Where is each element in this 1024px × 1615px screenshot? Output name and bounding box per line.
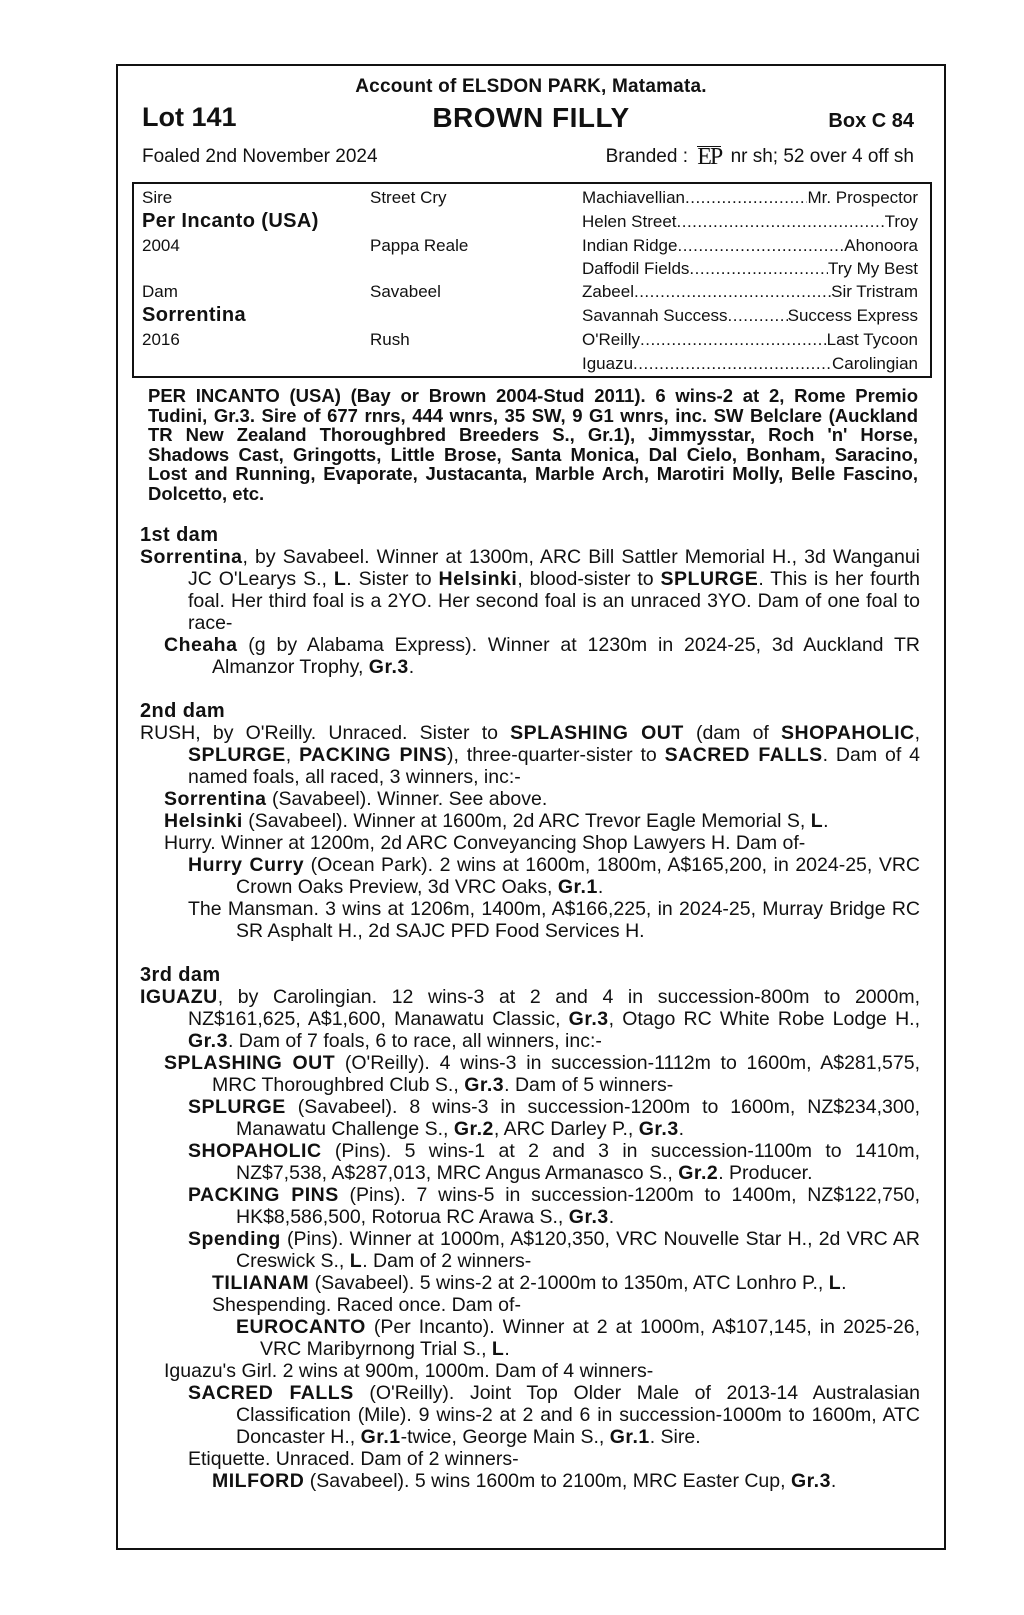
ancestor-left: Zabeel: [582, 282, 634, 301]
listed-tag: L: [333, 568, 347, 590]
horse-name: Helsinki: [164, 810, 243, 832]
group-tag: Gr.3: [568, 1206, 609, 1228]
group-tag: Gr.2: [678, 1162, 719, 1184]
ancestor-row: [582, 306, 918, 326]
horse-name: IGUAZU: [140, 986, 218, 1008]
text: (g by Alabama Express). Winner at 1230m in 2024-25, 3d Auckland TR Almanzor Trophy,: [212, 634, 920, 678]
dam-label: Dam: [142, 282, 178, 301]
dam-paragraph: [140, 722, 920, 788]
ancestor-left: Daffodil Fields: [582, 259, 690, 278]
sire-summary: PER INCANTO (USA) (Bay or Brown 2004-Stud 2011). 6 wins-2 at 2, Rome Premio Tudini, Gr.3. Sire of 677 rnrs, 444 wnrs, 35 SW, 9 G1 wnrs, inc. SW Belclare (Auckland TR New Zealand Thoroughbred Breeders S., Gr.1), Jimmysstar, Roch 'n' Horse, Shadows Cast, Gringotts, Little Brose, Santa Monica, Dal Cielo, Bonham, Saracino, Lost and Running, Evaporate, Justacanta, Marble Arch, Marotiri Molly, Belle Fascino, Dolcetto, etc.: [148, 385, 918, 504]
progeny-paragraph: [188, 1228, 920, 1272]
text: .: [678, 1118, 685, 1140]
brand-info: [606, 146, 914, 168]
horse-name: SHOPAHOLIC: [781, 722, 915, 744]
sire-label: Sire: [142, 188, 173, 207]
ancestor-left: O'Reilly: [582, 330, 641, 349]
horse-name: Spending: [188, 1228, 281, 1250]
text: , ARC Darley P.,: [493, 1118, 639, 1140]
text: (O'Reilly). Joint Top Older Male of 2013-14 Australasian Classification (Mile). 9 wins-2 at 2 and 6 in succession-1000m to 1600m, ATC Doncaster H.,: [236, 1382, 920, 1448]
text: , blood-sister to: [517, 568, 661, 590]
horse-name: SPLURGE: [660, 568, 759, 590]
ancestor-right: Last Tycoon: [826, 330, 918, 349]
text: (Savabeel). 8 wins-3 in succession-1200m to 1600m, NZ$234,300, Manawatu Challenge S.,: [236, 1096, 920, 1140]
text: . Dam of 2 winners-: [362, 1250, 532, 1272]
ancestor-right: Try My Best: [827, 259, 918, 278]
ancestor-row: [582, 188, 918, 208]
third-dam-section: [140, 964, 920, 1492]
text: (Savabeel). 5 wins-2 at 2-1000m to 1350m, ATC Lonhro P.,: [309, 1272, 829, 1294]
group-tag: Gr.1: [360, 1426, 401, 1448]
listed-tag: L: [810, 810, 824, 832]
section-heading: 1st dam: [140, 524, 219, 546]
horse-name: SACRED FALLS: [188, 1382, 354, 1404]
text: (Savabeel). Winner. See above.: [266, 788, 548, 810]
progeny-paragraph: [212, 1470, 920, 1492]
dam-sire: Savabeel: [370, 282, 441, 301]
horse-name: EUROCANTO: [236, 1316, 366, 1338]
text: (Pins). 7 wins-5 in succession-1200m to 1400m, NZ$122,750, HK$8,586,500, Rotorua RC Arawa S.,: [236, 1184, 920, 1228]
second-dam-section: [140, 700, 920, 942]
text: . Sister to: [346, 568, 439, 590]
progeny-paragraph: Etiquette. Unraced. Dam of 2 winners-: [188, 1448, 519, 1470]
progeny-paragraph: [164, 1052, 920, 1096]
horse-name: SHOPAHOLIC: [188, 1140, 322, 1162]
group-tag: Gr.3: [368, 656, 409, 678]
ancestor-left: Helen Street: [582, 212, 677, 231]
ancestor-row: [582, 212, 918, 232]
text: . Dam of 5 winners-: [504, 1074, 674, 1096]
horse-name: SPLURGE: [188, 744, 286, 766]
progeny-paragraph: [164, 788, 920, 810]
horse-name: SPLASHING OUT: [164, 1052, 336, 1074]
text: (Pins). Winner at 1000m, A$120,350, VRC Nouvelle Star H., 2d VRC AR Creswick S.,: [236, 1228, 920, 1272]
text: -twice, George Main S.,: [400, 1426, 610, 1448]
ancestor-right: Mr. Prospector: [807, 188, 918, 207]
progeny-paragraph: The Mansman. 3 wins at 1206m, 1400m, A$166,225, in 2024-25, Murray Bridge RC SR Asphalt H., 2d SAJC PFD Food Services H.: [188, 898, 920, 942]
listed-tag: L: [349, 1250, 363, 1272]
section-heading: 3rd dam: [140, 964, 221, 986]
text: ,: [285, 744, 300, 766]
ancestor-row: [582, 354, 918, 374]
group-tag: Gr.3: [638, 1118, 679, 1140]
horse-name: SACRED FALLS: [664, 744, 823, 766]
ancestor-right: Sir Tristram: [831, 282, 918, 301]
text: , Otago RC White Robe Lodge H.,: [608, 1008, 920, 1030]
group-tag: Gr.1: [609, 1426, 650, 1448]
box-number: Box C 84: [828, 110, 914, 132]
text: , by Savabeel. Winner at 1300m, ARC Bill Sattler Memorial H., 3d Wanganui JC O'Learys S.,: [188, 546, 920, 590]
progeny-paragraph: [164, 634, 920, 678]
group-tag: Gr.3: [790, 1470, 831, 1492]
text: .: [597, 876, 604, 898]
text: , by Carolingian. 12 wins-3 at 2 and 4 in succession-800m to 2000m, NZ$161,625, A$1,600, Manawatu Classic,: [188, 986, 920, 1030]
progeny-paragraph: [164, 810, 920, 832]
progeny-paragraph: [188, 854, 920, 898]
progeny-paragraph: Iguazu's Girl. 2 wins at 900m, 1000m. Dam of 4 winners-: [164, 1360, 654, 1382]
sire-name: Per Incanto (USA): [142, 210, 319, 232]
ancestor-right: Ahonoora: [844, 236, 918, 255]
text: (Savabeel). 5 wins 1600m to 2100m, MRC Easter Cup,: [304, 1470, 791, 1492]
text: .: [841, 1272, 847, 1294]
ancestor-left: Machiavellian: [582, 188, 685, 207]
group-tag: Gr.3: [464, 1074, 505, 1096]
vendor-account: Account of ELSDON PARK, Matamata.: [355, 76, 707, 97]
first-dam-section: [140, 524, 920, 678]
sire-sire: Street Cry: [370, 188, 447, 207]
ancestor-right: Troy: [884, 212, 918, 231]
progeny-paragraph: [188, 1382, 920, 1448]
progeny-paragraph: [212, 1272, 920, 1294]
dam-paragraph: [140, 986, 920, 1052]
group-tag: Gr.3: [188, 1030, 228, 1052]
text: .: [504, 1338, 510, 1360]
progeny-paragraph: [236, 1316, 920, 1360]
text: .: [608, 1206, 615, 1228]
dam-dam: Rush: [370, 330, 410, 349]
text: . Dam of 4 named foals, all raced, 3 winners, inc:-: [188, 744, 921, 788]
horse-name: TILIANAM: [212, 1272, 310, 1294]
foaled-date: Foaled 2nd November 2024: [142, 146, 378, 167]
ancestor-right: Carolingian: [832, 354, 918, 373]
listed-tag: L: [828, 1272, 842, 1294]
text: (O'Reilly). 4 wins-3 in succession-1112m to 1600m, A$281,575, MRC Thoroughbred Club S.,: [212, 1052, 920, 1096]
progeny-paragraph: [188, 1184, 920, 1228]
text: .: [408, 656, 415, 678]
text: . Producer.: [718, 1162, 813, 1184]
sire-year: 2004: [142, 236, 180, 255]
ancestor-left: Indian Ridge: [582, 236, 678, 255]
horse-name: SPLURGE: [188, 1096, 286, 1118]
group-tag: Gr.1: [557, 876, 598, 898]
ancestor-row: [582, 236, 918, 256]
horse-name: PACKING PINS: [299, 744, 447, 766]
text: (Savabeel). Winner at 1600m, 2d ARC Trevor Eagle Memorial S,: [242, 810, 811, 832]
text: (Pins). 5 wins-1 at 2 and 3 in succession-1100m to 1410m, NZ$7,538, A$287,013, MRC Angus Armanasco S.,: [236, 1140, 920, 1184]
ancestor-row: [582, 330, 918, 350]
horse-name: Sorrentina: [140, 546, 243, 568]
text: .: [823, 810, 829, 832]
text: .: [830, 1470, 837, 1492]
section-heading: 2nd dam: [140, 700, 226, 722]
ancestor-left: Savannah Success: [582, 306, 728, 325]
text: . This is her fourth foal. Her third foal is a 2YO. Her second foal is an unraced 3YO. Dam of one foal to race-: [188, 568, 920, 634]
text: (dam of: [683, 722, 782, 744]
ancestor-row: [582, 282, 918, 302]
progeny-paragraph: Shespending. Raced once. Dam of-: [212, 1294, 521, 1316]
text: . Dam of 7 foals, 6 to race, all winners, inc:-: [227, 1030, 602, 1052]
horse-name: MILFORD: [212, 1470, 305, 1492]
dam-year: 2016: [142, 330, 180, 349]
catalogue-page: [116, 64, 946, 1550]
brand-mark: EP: [697, 144, 722, 170]
text: RUSH, by O'Reilly. Unraced. Sister to: [140, 722, 511, 744]
listed-tag: L: [491, 1338, 505, 1360]
sire-dam: Pappa Reale: [370, 236, 469, 255]
horse-name: Sorrentina: [164, 788, 267, 810]
text: . Sire.: [649, 1426, 701, 1448]
group-tag: Gr.2: [453, 1118, 494, 1140]
progeny-paragraph: [188, 1096, 920, 1140]
text: ,: [914, 722, 920, 744]
horse-description: BROWN FILLY: [432, 102, 630, 133]
dam-name: Sorrentina: [142, 304, 247, 326]
dam-paragraph: [140, 546, 920, 634]
horse-name: Hurry Curry: [188, 854, 305, 876]
ancestor-left: Iguazu: [582, 354, 634, 373]
pedigree-table: [132, 182, 932, 378]
text: (Ocean Park). 2 wins at 1600m, 1800m, A$165,200, in 2024-25, VRC Crown Oaks Preview, 3d VRC Oaks,: [236, 854, 920, 898]
horse-name: Cheaha: [164, 634, 238, 656]
horse-name: PACKING PINS: [188, 1184, 339, 1206]
horse-name: Helsinki: [438, 568, 518, 590]
horse-name: SPLASHING OUT: [510, 722, 684, 744]
lot-number: Lot 141: [142, 102, 237, 132]
text: (Per Incanto). Winner at 2 at 1000m, A$107,145, in 2025-26, VRC Maribyrnong Trial S.,: [260, 1316, 920, 1360]
progeny-paragraph: Hurry. Winner at 1200m, 2d ARC Conveyancing Shop Lawyers H. Dam of-: [164, 832, 806, 854]
text: ), three-quarter-sister to: [446, 744, 665, 766]
group-tag: Gr.3: [568, 1008, 609, 1030]
branded-label: Branded :: [605, 146, 688, 167]
progeny-paragraph: [188, 1140, 920, 1184]
ancestor-row: [582, 259, 918, 279]
ancestor-right: Success Express: [787, 306, 918, 325]
brand-details: nr sh; 52 over 4 off sh: [730, 146, 914, 167]
